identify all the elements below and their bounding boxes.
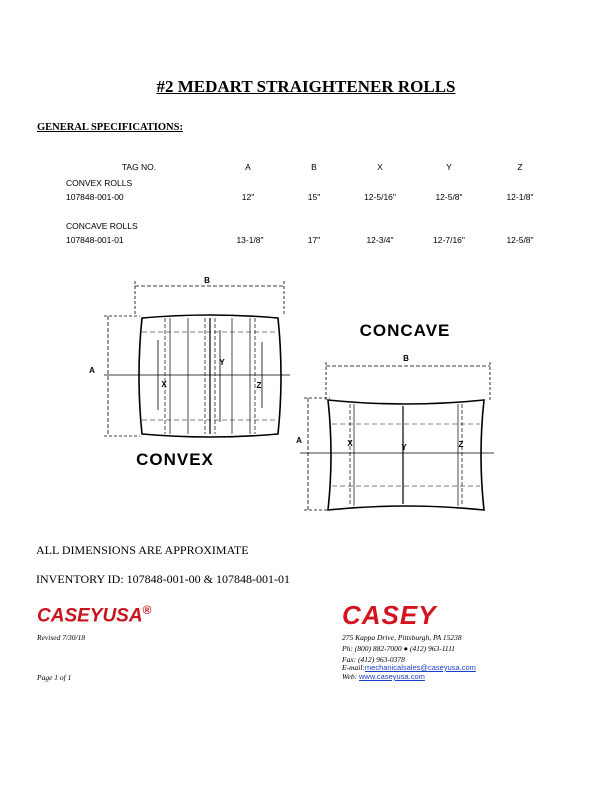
table-cell-x: 12-3/4"	[366, 235, 394, 245]
convex-x-label: X	[161, 380, 167, 389]
table-cell-y: 12-7/16"	[433, 235, 465, 245]
web-label: Web:	[342, 672, 358, 681]
header-y: Y	[446, 162, 452, 172]
convex-a-label: A	[89, 366, 95, 375]
page-number: Page 1 of 1	[37, 673, 72, 682]
concave-b-label: B	[403, 354, 409, 363]
concave-title: CONCAVE	[359, 321, 451, 340]
group-label-convex: CONVEX ROLLS	[66, 178, 133, 188]
casey-logo: CASEY	[342, 600, 437, 630]
concave-z-label: Z	[458, 440, 464, 449]
convex-title: CONVEX	[136, 450, 214, 469]
concave-a-label: A	[296, 436, 302, 445]
header-a: A	[245, 162, 251, 172]
concave-y-label: Y	[401, 443, 407, 452]
table-cell-a: 13-1/8"	[236, 235, 264, 245]
web-link[interactable]: www.caseyusa.com	[359, 672, 425, 681]
address: 275 Kappa Drive, Pittsburgh, PA 15238	[342, 633, 462, 642]
table-row-tag: 107848-001-00	[66, 192, 124, 202]
email-label: E-mail:	[342, 663, 365, 672]
table-cell-a: 12"	[241, 192, 255, 202]
table-row-tag: 107848-001-01	[66, 235, 124, 245]
caseyusa-logo	[37, 603, 151, 627]
general-specs-heading: GENERAL SPECIFICATIONS:	[37, 122, 183, 133]
table-cell-b: 15"	[307, 192, 321, 202]
phone: Ph: (800) 882-7000 ● (412) 963-1111	[342, 644, 456, 653]
fax: Fax: (412) 963-0378	[342, 655, 405, 664]
table-cell-b: 17"	[307, 235, 321, 245]
table-cell-y: 12-5/8"	[435, 192, 463, 202]
revised-date: Revised 7/30/18	[37, 633, 86, 642]
email-line	[342, 663, 476, 672]
group-label-concave: CONCAVE ROLLS	[66, 221, 138, 231]
web-line	[342, 672, 425, 681]
header-b: B	[311, 162, 317, 172]
table-cell-z: 12-5/8"	[506, 235, 534, 245]
convex-roll-drawing	[104, 281, 290, 437]
header-x: X	[377, 162, 383, 172]
inventory-note: INVENTORY ID: 107848-001-00 & 107848-001-01	[36, 572, 290, 586]
convex-y-label: Y	[219, 358, 225, 367]
concave-x-label: X	[347, 439, 353, 448]
table-cell-z: 12-1/8"	[506, 192, 534, 202]
approx-note: ALL DIMENSIONS ARE APPROXIMATE	[36, 543, 249, 557]
email-link[interactable]: mechanicalsales@caseyusa.com	[364, 663, 476, 672]
page-title: #2 MEDART STRAIGHTENER ROLLS	[156, 77, 456, 96]
header-tag: TAG NO.	[121, 162, 157, 172]
caseyusa-logo-text: CASEYUSA	[37, 605, 143, 627]
header-z: Z	[517, 162, 523, 172]
registered-mark: ®	[142, 603, 152, 617]
convex-z-label: Z	[256, 381, 262, 390]
concave-roll-drawing	[300, 362, 494, 510]
convex-b-label: B	[204, 276, 210, 285]
table-cell-x: 12-5/16"	[364, 192, 396, 202]
